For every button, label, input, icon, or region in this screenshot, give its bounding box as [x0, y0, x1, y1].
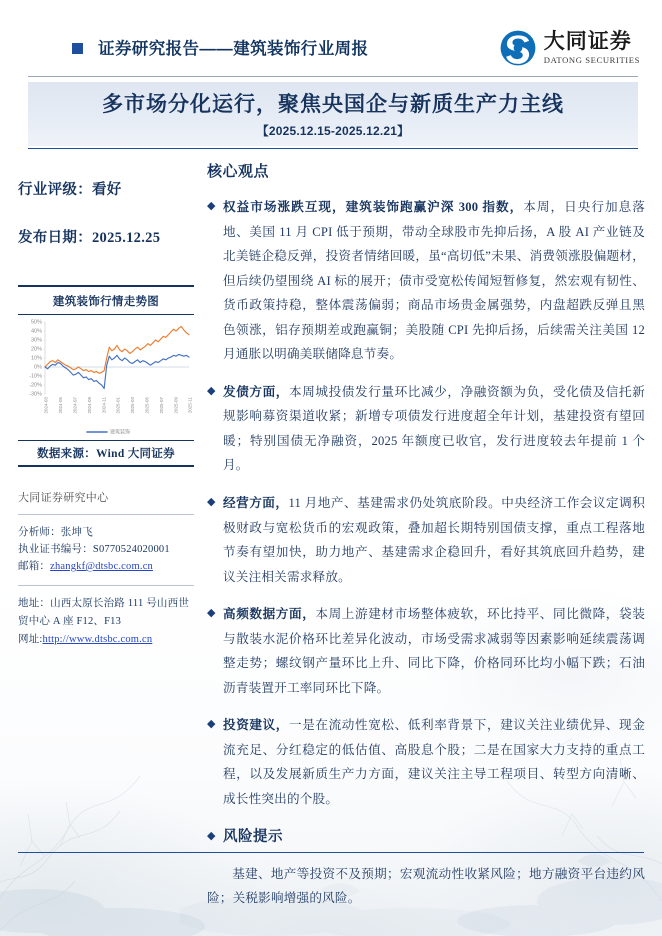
chart-source: 数据来源：Wind 大同证券: [37, 448, 175, 460]
trend-chart: [18, 315, 194, 440]
core-view-body: 本周上游建材市场整体疲软，环比持平、同比微降，袋装与散装水泥价格环比差异化波动，市场受需求减弱等因素影响延续震荡调整走势；螺纹钢产量环比上升、同比下降，价格同环比均小幅下跌；石油沥青装置开工率同环比下降。: [223, 607, 645, 695]
core-view-body: 本周，日央行加息落地、美国 11 月 CPI 低于预期，带动全球股市先抑后扬，A 股 AI 产业链及北美链企稳反弹，投资者情绪回暖，虽“高切低”未果、消费领涨股偏题材，但后续仍望围绕 AI 标的展开；债市受宽松传闻短暂修复，然宏观有韧性、货币政策持稳，整体震荡偏弱；商品市场贵金属强势，内盘超跌反弹且黑色领涨，铝存预期差或跑赢铜；美股随 CPI 先抑后扬，后续需关注美国 12 月通胀以明确美联储降息节奏。: [223, 200, 646, 362]
risk-heading-row: [207, 825, 645, 849]
website-link[interactable]: http://www.dtsbc.com.cn: [42, 634, 153, 646]
chart-title: 建筑装饰行情走势图: [52, 296, 160, 308]
report-type-title: 证券研究报告——建筑装饰行业周报: [98, 40, 369, 58]
company-logo: [499, 28, 640, 68]
diamond-bullet-icon: ◆: [207, 607, 216, 620]
core-view-body: 一是在流动性宽松、低利率背景下，建议关注业绩优异、现金流充足、分红稳定的低估值、高股息个股；二是在国家大力支持的重点工程，以及发展新质生产力方面，建议关注主导工程项目、转型方向清晰、成长性突出的个股。: [223, 718, 645, 807]
datong-logo-icon: [499, 29, 537, 67]
company-address: 地址：山西太原长治路 111 号山西世贸中心 A 座 F12、F13: [18, 598, 190, 628]
address-block: [18, 595, 194, 649]
report-period: 【2025.12.15-2025.12.21】: [256, 124, 410, 138]
core-view-item: [207, 195, 645, 367]
core-view-text: [223, 195, 645, 367]
analyst-block: [18, 524, 194, 575]
core-view-body: 本周城投债发行量环比减少，净融资额为负，受化债及信托新规影响募资渠道收紧；新增专项债发行进度超全年计划，基建投资有望回暖；特别国债无净融资，2025 年额度已收官，发行进度较去年提前 1 个月。: [223, 384, 645, 473]
core-view-lead: 投资建议，: [223, 718, 289, 733]
core-view-text: [223, 491, 645, 589]
chart-foot-rule: [18, 465, 194, 467]
website-label: 网址:: [18, 634, 43, 646]
risk-body: 基建、地产等投资不及预期；宏观流动性收紧风险；地方融资平台违约风险；关税影响增强的风险。: [207, 866, 645, 906]
page-header: [0, 0, 662, 78]
core-view-item: [207, 491, 645, 589]
logo-text-block: [544, 31, 640, 64]
diamond-bullet-icon: ◆: [207, 829, 216, 842]
core-view-lead: 高频数据方面，: [223, 607, 316, 622]
trend-chart-card: [18, 285, 194, 467]
core-view-item: [207, 380, 645, 478]
core-view-lead: 发债方面，: [223, 384, 289, 399]
main-content: [207, 160, 645, 911]
core-view-text: [223, 713, 645, 811]
industry-rating: 行业评级：看好: [18, 182, 122, 198]
header-divider: [28, 76, 638, 77]
title-banner: [28, 82, 638, 146]
sidebar: [18, 168, 194, 649]
diamond-bullet-icon: ◆: [207, 384, 216, 397]
diamond-bullet-icon: ◆: [207, 718, 216, 731]
analyst-name: 分析师：张坤飞: [18, 527, 93, 538]
core-views-heading: 核心观点: [207, 164, 270, 180]
logo-company-name-en: DATONG SECURITIES: [543, 54, 640, 65]
company-website-row: [18, 631, 194, 649]
core-views-list: [207, 195, 645, 812]
diamond-bullet-icon: ◆: [207, 496, 216, 509]
analyst-email-row: [18, 558, 194, 575]
diamond-bullet-icon: ◆: [207, 200, 216, 212]
banner-divider: [28, 148, 638, 149]
core-view-body: 11 月地产、基建需求仍处筑底阶段。中央经济工作会议定调积极财政与宽松货币的宏观政策，叠加超长期特别国债支撑，重点工程落地节奏有望加快，助力地产、基建需求企稳回升，看好其筑底回升趋势，建议关注相关需求释放。: [223, 496, 646, 584]
risk-heading: 风险提示: [223, 828, 283, 845]
address-divider: [18, 585, 194, 586]
email-label: 邮箱：: [18, 561, 51, 572]
header-bullet-square: [72, 43, 83, 54]
contact-divider: [18, 514, 194, 515]
core-view-text: [223, 380, 645, 478]
page-title: 多市场分化运行，聚焦央国企与新质生产力主线: [102, 92, 564, 116]
core-view-lead: 经营方面，: [223, 496, 289, 511]
publish-date: 发布日期：2025.12.25: [18, 230, 161, 246]
research-center-label: 大同证券研究中心: [18, 492, 109, 504]
core-view-item: [207, 713, 645, 811]
analyst-license: 执业证书编号：S0770524020001: [18, 544, 170, 555]
core-view-lead: 权益市场涨跌互现，建筑装饰跑赢沪深 300 指数，: [223, 200, 524, 214]
logo-company-name-cn: 大同证券: [543, 30, 632, 54]
core-view-item: [207, 602, 645, 700]
footer-divider: [18, 852, 644, 853]
email-link[interactable]: zhangkf@dtsbc.com.cn: [50, 561, 153, 572]
core-view-text: [223, 602, 645, 700]
